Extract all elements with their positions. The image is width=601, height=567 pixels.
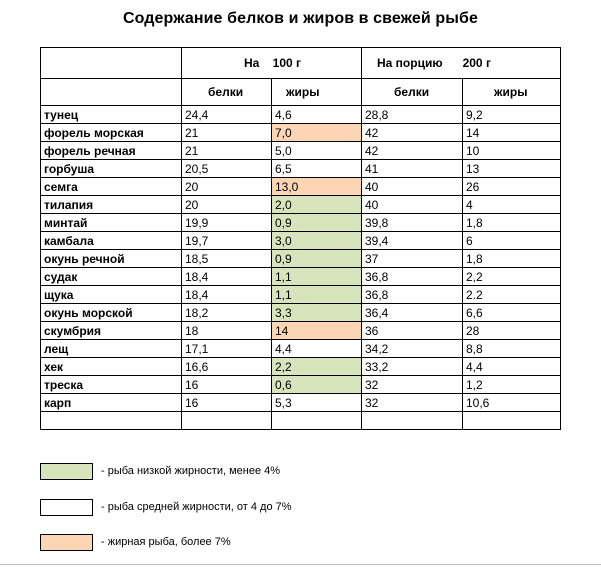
fat-100g-cell: 3,3 — [272, 304, 362, 322]
fish-name-cell: тунец — [41, 106, 182, 124]
legend-swatch-low-fat — [40, 463, 93, 480]
fat-100g-cell: 0,6 — [272, 376, 362, 394]
fish-table — [40, 47, 561, 430]
fish-name-cell: карп — [41, 394, 182, 412]
fat-100g-cell: 13,0 — [272, 178, 362, 196]
fish-name-cell: щука — [41, 286, 182, 304]
fat-200g-cell: 1,2 — [463, 376, 561, 394]
fat-100g-cell: 5,0 — [272, 142, 362, 160]
protein-100g-cell: 21 — [182, 124, 272, 142]
table-row — [41, 286, 561, 304]
table-row — [41, 304, 561, 322]
header-per-100g: На 100 г — [182, 48, 362, 79]
protein-100g-cell: 20 — [182, 196, 272, 214]
fat-200g-cell: 2,2 — [463, 268, 561, 286]
fat-200g-cell: 4 — [463, 196, 561, 214]
protein-200g-cell: 42 — [362, 142, 463, 160]
fat-200g-cell: 28 — [463, 322, 561, 340]
bottom-divider — [0, 564, 601, 565]
protein-200g-cell: 28,8 — [362, 106, 463, 124]
fat-200g-cell: 6 — [463, 232, 561, 250]
page-title: Содержание белков и жиров в свежей рыбе — [122, 10, 479, 27]
fat-200g-cell: 8,8 — [463, 340, 561, 358]
legend-label-low-fat: - рыба низкой жирности, менее 4% — [101, 465, 281, 477]
fat-100g-cell: 6,5 — [272, 160, 362, 178]
fat-100g-cell: 1,1 — [272, 286, 362, 304]
protein-100g-cell: 19,9 — [182, 214, 272, 232]
empty-cell — [362, 412, 463, 430]
protein-200g-cell: 41 — [362, 160, 463, 178]
fish-name-cell: семга — [41, 178, 182, 196]
fish-name-cell: окунь морской — [41, 304, 182, 322]
table-row — [41, 232, 561, 250]
header-per-portion: На порцию 200 г — [362, 48, 561, 79]
fat-200g-cell: 1,8 — [463, 214, 561, 232]
table-row-empty — [41, 412, 561, 430]
legend-swatch-high-fat — [40, 534, 93, 551]
protein-200g-cell: 32 — [362, 376, 463, 394]
protein-200g-cell: 39,8 — [362, 214, 463, 232]
protein-100g-cell: 17,1 — [182, 340, 272, 358]
protein-100g-cell: 18,4 — [182, 286, 272, 304]
fat-200g-cell: 1,8 — [463, 250, 561, 268]
fat-100g-cell: 0,9 — [272, 250, 362, 268]
fat-200g-cell: 14 — [463, 124, 561, 142]
protein-100g-cell: 18,5 — [182, 250, 272, 268]
protein-100g-cell: 19,7 — [182, 232, 272, 250]
fat-200g-cell: 2.2 — [463, 286, 561, 304]
protein-200g-cell: 36 — [362, 322, 463, 340]
fat-200g-cell: 6,6 — [463, 304, 561, 322]
table-subheader-row — [41, 79, 561, 106]
fat-200g-cell: 9,2 — [463, 106, 561, 124]
fish-name-cell: судак — [41, 268, 182, 286]
fish-name-cell: тилапия — [41, 196, 182, 214]
fat-100g-cell: 7,0 — [272, 124, 362, 142]
empty-cell — [272, 412, 362, 430]
protein-100g-cell: 21 — [182, 142, 272, 160]
table-row — [41, 196, 561, 214]
protein-100g-cell: 20,5 — [182, 160, 272, 178]
fish-name-cell: форель речная — [41, 142, 182, 160]
protein-200g-cell: 40 — [362, 178, 463, 196]
fish-name-cell: лещ — [41, 340, 182, 358]
fish-name-cell: треска — [41, 376, 182, 394]
header-empty-cell — [41, 48, 182, 79]
protein-100g-cell: 20 — [182, 178, 272, 196]
protein-200g-cell: 36,8 — [362, 286, 463, 304]
empty-cell — [182, 412, 272, 430]
protein-200g-cell: 42 — [362, 124, 463, 142]
protein-200g-cell: 39,4 — [362, 232, 463, 250]
fat-100g-cell: 4,4 — [272, 340, 362, 358]
protein-100g-cell: 16 — [182, 376, 272, 394]
fish-name-cell: скумбрия — [41, 322, 182, 340]
table-row — [41, 160, 561, 178]
table-row — [41, 340, 561, 358]
table-row — [41, 394, 561, 412]
table-row — [41, 250, 561, 268]
protein-200g-cell: 33,2 — [362, 358, 463, 376]
table-row — [41, 322, 561, 340]
fish-name-cell: камбала — [41, 232, 182, 250]
protein-200g-cell: 36,8 — [362, 268, 463, 286]
legend-label-high-fat: - жирная рыба, более 7% — [101, 536, 231, 548]
protein-200g-cell: 34,2 — [362, 340, 463, 358]
fat-100g-cell: 1,1 — [272, 268, 362, 286]
table-row — [41, 358, 561, 376]
fish-name-cell: минтай — [41, 214, 182, 232]
fat-100g-cell: 3,0 — [272, 232, 362, 250]
table-row — [41, 268, 561, 286]
protein-100g-cell: 16 — [182, 394, 272, 412]
fat-200g-cell: 10 — [463, 142, 561, 160]
fish-name-cell: горбуша — [41, 160, 182, 178]
subheader-empty-cell — [41, 79, 182, 106]
protein-200g-cell: 40 — [362, 196, 463, 214]
empty-cell — [463, 412, 561, 430]
subheader-protein-200: белки — [362, 79, 463, 106]
legend-label-medium-fat: - рыба средней жирности, от 4 до 7% — [101, 501, 292, 513]
table-row — [41, 376, 561, 394]
fish-name-cell: хек — [41, 358, 182, 376]
table-row — [41, 214, 561, 232]
empty-cell — [41, 412, 182, 430]
fat-200g-cell: 13 — [463, 160, 561, 178]
table-header-row — [41, 48, 561, 79]
protein-100g-cell: 18 — [182, 322, 272, 340]
fat-100g-cell: 5,3 — [272, 394, 362, 412]
fish-name-cell: окунь речной — [41, 250, 182, 268]
protein-100g-cell: 18,4 — [182, 268, 272, 286]
fish-name-cell: форель морская — [41, 124, 182, 142]
table-row — [41, 178, 561, 196]
protein-200g-cell: 36,4 — [362, 304, 463, 322]
fat-100g-cell: 14 — [272, 322, 362, 340]
legend-swatch-medium-fat — [40, 499, 93, 516]
fat-100g-cell: 2,2 — [272, 358, 362, 376]
fat-200g-cell: 10,6 — [463, 394, 561, 412]
fat-100g-cell: 0,9 — [272, 214, 362, 232]
fat-100g-cell: 4,6 — [272, 106, 362, 124]
subheader-fat-100: жиры — [272, 79, 362, 106]
fat-200g-cell: 4,4 — [463, 358, 561, 376]
protein-100g-cell: 18,2 — [182, 304, 272, 322]
fat-100g-cell: 2,0 — [272, 196, 362, 214]
protein-100g-cell: 16,6 — [182, 358, 272, 376]
protein-200g-cell: 37 — [362, 250, 463, 268]
table-row — [41, 142, 561, 160]
protein-200g-cell: 32 — [362, 394, 463, 412]
subheader-fat-200: жиры — [463, 79, 561, 106]
table-row — [41, 124, 561, 142]
protein-100g-cell: 24,4 — [182, 106, 272, 124]
fat-200g-cell: 26 — [463, 178, 561, 196]
subheader-protein-100: белки — [182, 79, 272, 106]
table-row — [41, 106, 561, 124]
